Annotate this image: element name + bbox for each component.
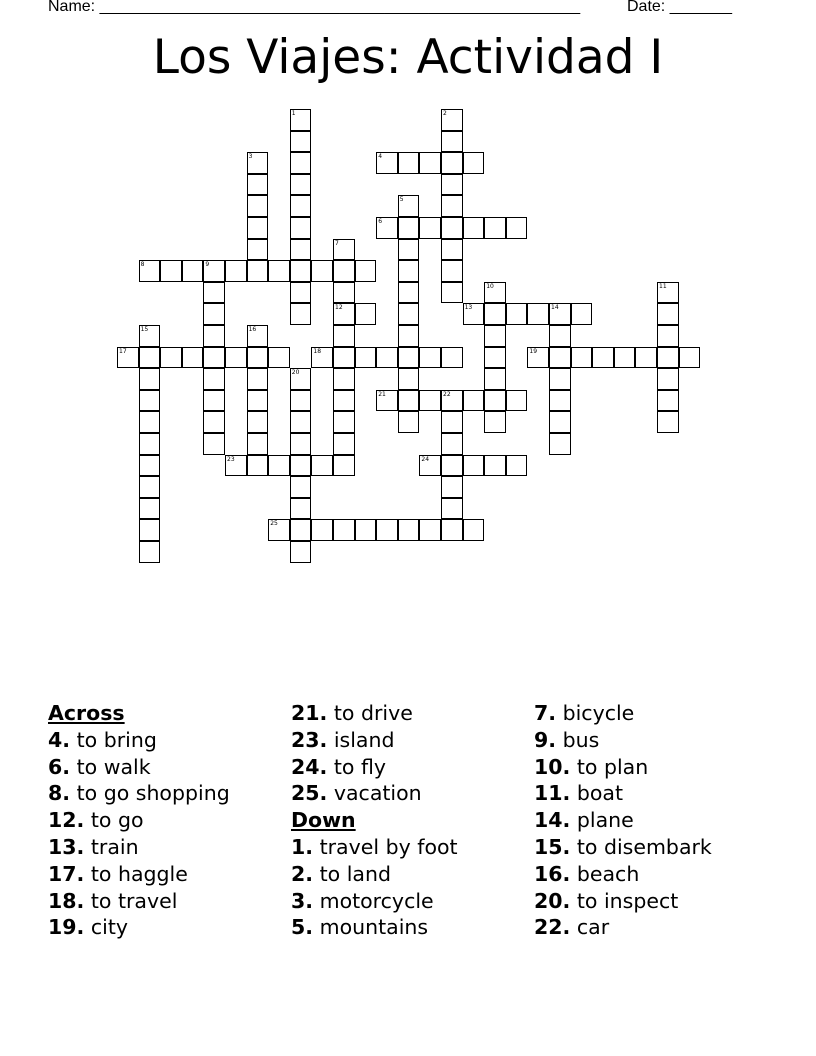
grid-cell[interactable] — [441, 152, 463, 174]
across-clue-17: 17. to haggle — [48, 861, 188, 886]
grid-cell[interactable] — [506, 303, 528, 325]
grid-cell[interactable] — [333, 347, 355, 369]
grid-cell[interactable] — [290, 455, 312, 477]
grid-cell[interactable] — [484, 325, 506, 347]
grid-cell[interactable] — [657, 368, 679, 390]
grid-cell[interactable] — [203, 411, 225, 433]
grid-cell[interactable] — [139, 368, 161, 390]
grid-cell[interactable] — [484, 455, 506, 477]
grid-cell[interactable] — [247, 390, 269, 412]
grid-cell[interactable] — [398, 390, 420, 412]
grid-cell[interactable] — [441, 260, 463, 282]
grid-cell[interactable] — [247, 239, 269, 261]
clue-number-1: 1 — [291, 110, 296, 117]
grid-cell[interactable] — [463, 152, 485, 174]
grid-cell[interactable] — [549, 325, 571, 347]
grid-cell[interactable] — [441, 174, 463, 196]
grid-cell[interactable] — [203, 282, 225, 304]
grid-cell[interactable] — [333, 260, 355, 282]
across-clue-19: 19. city — [48, 915, 128, 940]
grid-cell[interactable] — [139, 390, 161, 412]
clue-column-3 — [534, 700, 774, 941]
grid-cell[interactable] — [203, 368, 225, 390]
page-title: Los Viajes: Actividad I — [152, 30, 664, 85]
clue-number-9: 9 — [205, 261, 210, 269]
down-clue-20: 20. to inspect — [534, 888, 679, 913]
grid-cell[interactable] — [484, 347, 506, 369]
grid-cell[interactable] — [268, 347, 290, 369]
grid-cell[interactable] — [398, 217, 420, 239]
grid-cell[interactable] — [484, 217, 506, 239]
grid-cell[interactable] — [290, 152, 312, 174]
grid-cell[interactable] — [463, 455, 485, 477]
down-clue-1: 1. travel by foot — [291, 834, 458, 859]
grid-cell[interactable] — [549, 368, 571, 390]
down-clue-15: 15. to disembark — [534, 834, 712, 859]
clue-column-1 — [48, 700, 288, 941]
grid-cell[interactable] — [160, 347, 182, 369]
across-clue-13: 13. train — [48, 834, 139, 859]
grid-cell[interactable] — [398, 260, 420, 282]
grid-cell[interactable] — [657, 347, 679, 369]
grid-cell[interactable] — [419, 347, 441, 369]
grid-cell[interactable] — [290, 433, 312, 455]
grid-cell[interactable] — [463, 217, 485, 239]
grid-cell[interactable] — [355, 303, 377, 325]
grid-cell[interactable] — [571, 347, 593, 369]
grid-cell[interactable] — [398, 519, 420, 541]
across-clue-6: 6. to walk — [48, 754, 151, 779]
grid-cell[interactable] — [290, 519, 312, 541]
grid-cell[interactable] — [333, 390, 355, 412]
grid-cell[interactable] — [247, 260, 269, 282]
grid-cell[interactable] — [268, 260, 290, 282]
down-clue-14: 14. plane — [534, 808, 634, 833]
grid-cell[interactable] — [527, 303, 549, 325]
grid-cell[interactable] — [571, 303, 593, 325]
grid-cell[interactable] — [290, 498, 312, 520]
grid-cell[interactable] — [484, 411, 506, 433]
grid-cell[interactable] — [441, 131, 463, 153]
grid-cell[interactable] — [355, 519, 377, 541]
grid-cell[interactable] — [139, 433, 161, 455]
grid-cell[interactable] — [355, 347, 377, 369]
down-clue-7: 7. bicycle — [534, 701, 635, 725]
grid-cell[interactable] — [247, 455, 269, 477]
grid-cell[interactable] — [484, 390, 506, 412]
across-clue-4: 4. to bring — [48, 727, 157, 752]
down-clue-22: 22. car — [534, 915, 610, 940]
grid-cell[interactable] — [355, 260, 377, 282]
clue-number-13: 13 — [464, 304, 473, 312]
grid-cell[interactable] — [139, 498, 161, 520]
grid-cell[interactable] — [333, 519, 355, 541]
grid-cell[interactable] — [290, 260, 312, 282]
grid-cell[interactable] — [441, 411, 463, 433]
clue-number-14: 14 — [551, 304, 559, 312]
grid-cell[interactable] — [290, 217, 312, 239]
grid-cell[interactable] — [441, 195, 463, 217]
grid-cell[interactable] — [657, 411, 679, 433]
grid-cell[interactable] — [182, 260, 204, 282]
grid-cell[interactable] — [441, 217, 463, 239]
down-clue-10: 10. to plan — [534, 754, 649, 779]
name-date-line — [48, 0, 768, 16]
down-clue-11: 11. boat — [534, 781, 624, 806]
grid-cell[interactable] — [290, 390, 312, 412]
grid-cell[interactable] — [419, 390, 441, 412]
clue-number-16: 16 — [248, 326, 257, 333]
across-clue-24: 24. to fly — [291, 754, 387, 779]
grid-cell[interactable] — [657, 325, 679, 347]
grid-cell[interactable] — [290, 131, 312, 153]
grid-cell[interactable] — [225, 260, 247, 282]
grid-cell[interactable] — [441, 282, 463, 304]
grid-cell[interactable] — [441, 455, 463, 477]
grid-cell[interactable] — [592, 347, 614, 369]
grid-cell[interactable] — [290, 239, 312, 261]
grid-cell[interactable] — [139, 411, 161, 433]
grid-cell[interactable] — [290, 282, 312, 304]
clue-number-22: 22 — [443, 390, 451, 398]
across-clue-25: 25. vacation — [291, 781, 422, 806]
across-clue-23: 23. island — [291, 727, 395, 752]
grid-cell[interactable] — [679, 347, 701, 369]
clue-number-11: 11 — [659, 282, 667, 290]
grid-cell[interactable] — [441, 498, 463, 520]
grid-cell[interactable] — [398, 152, 420, 174]
down-clue-16: 16. beach — [534, 861, 640, 886]
grid-cell[interactable] — [506, 217, 528, 239]
grid-cell[interactable] — [419, 152, 441, 174]
grid-cell[interactable] — [290, 541, 312, 563]
clue-number-23: 23 — [227, 455, 235, 463]
grid-cell[interactable] — [139, 519, 161, 541]
across-clue-21: 21. to drive — [291, 701, 413, 725]
across-clue-18: 18. to travel — [48, 888, 178, 913]
clue-number-20: 20 — [291, 369, 300, 377]
clue-number-21: 21 — [378, 390, 386, 398]
grid-cell[interactable] — [139, 541, 161, 563]
grid-cell[interactable] — [398, 347, 420, 369]
grid-cell[interactable] — [441, 347, 463, 369]
grid-cell[interactable] — [290, 174, 312, 196]
clue-number-5: 5 — [399, 196, 404, 204]
grid-cell[interactable] — [484, 368, 506, 390]
grid-cell[interactable] — [290, 476, 312, 498]
grid-cell[interactable] — [203, 390, 225, 412]
down-heading: Down — [291, 808, 356, 833]
grid-cell[interactable] — [160, 260, 182, 282]
clue-number-6: 6 — [378, 218, 383, 225]
clue-number-24: 24 — [421, 455, 430, 463]
grid-cell[interactable] — [311, 519, 333, 541]
grid-cell[interactable] — [247, 368, 269, 390]
clue-number-3: 3 — [248, 153, 253, 161]
down-clue-5: 5. mountains — [291, 915, 429, 940]
clue-column-2 — [291, 700, 531, 941]
grid-cell[interactable] — [290, 195, 312, 217]
clue-number-19: 19 — [529, 347, 538, 355]
grid-cell[interactable] — [203, 347, 225, 369]
grid-cell[interactable] — [247, 411, 269, 433]
clue-number-10: 10 — [486, 282, 494, 290]
grid-cell[interactable] — [247, 174, 269, 196]
grid-cell[interactable] — [376, 519, 398, 541]
grid-cell[interactable] — [333, 368, 355, 390]
clue-number-2: 2 — [443, 110, 447, 117]
grid-cell[interactable] — [441, 239, 463, 261]
grid-cell[interactable] — [203, 303, 225, 325]
grid-cell[interactable] — [549, 390, 571, 412]
grid-cell[interactable] — [139, 347, 161, 369]
grid-cell[interactable] — [398, 303, 420, 325]
grid-cell[interactable] — [463, 390, 485, 412]
clue-list — [48, 700, 788, 960]
grid-cell[interactable] — [657, 390, 679, 412]
grid-cell[interactable] — [333, 411, 355, 433]
grid-cell[interactable] — [463, 519, 485, 541]
grid-cell[interactable] — [182, 347, 204, 369]
grid-cell[interactable] — [311, 260, 333, 282]
clue-number-17: 17 — [119, 347, 127, 355]
clue-number-4: 4 — [378, 153, 383, 161]
grid-cell[interactable] — [549, 411, 571, 433]
grid-cell[interactable] — [549, 347, 571, 369]
grid-cell[interactable] — [614, 347, 636, 369]
grid-cell[interactable] — [203, 325, 225, 347]
grid-cell[interactable] — [506, 390, 528, 412]
down-clue-9: 9. bus — [534, 727, 600, 752]
name-field-label[interactable]: Name: ______________________________________________________ — [48, 0, 581, 15]
grid-cell[interactable] — [290, 303, 312, 325]
grid-cell[interactable] — [419, 217, 441, 239]
across-clue-8: 8. to go shopping — [48, 781, 230, 806]
grid-cell[interactable] — [247, 217, 269, 239]
grid-cell[interactable] — [139, 476, 161, 498]
grid-cell[interactable] — [247, 195, 269, 217]
clue-number-12: 12 — [335, 304, 343, 312]
grid-cell[interactable] — [333, 455, 355, 477]
grid-cell[interactable] — [333, 282, 355, 304]
grid-cell[interactable] — [376, 347, 398, 369]
grid-cell[interactable] — [441, 433, 463, 455]
grid-cell[interactable] — [441, 519, 463, 541]
grid-cell[interactable] — [398, 411, 420, 433]
grid-cell[interactable] — [333, 325, 355, 347]
grid-cell[interactable] — [549, 433, 571, 455]
grid-cell[interactable] — [268, 455, 290, 477]
grid-cell[interactable] — [506, 455, 528, 477]
clue-number-8: 8 — [140, 261, 145, 269]
grid-cell[interactable] — [139, 455, 161, 477]
grid-cell[interactable] — [203, 433, 225, 455]
grid-cell[interactable] — [398, 325, 420, 347]
across-clue-12: 12. to go — [48, 808, 144, 833]
grid-cell[interactable] — [247, 433, 269, 455]
clue-number-7: 7 — [335, 239, 339, 247]
grid-cell[interactable] — [398, 239, 420, 261]
clue-number-15: 15 — [140, 326, 149, 333]
clue-number-18: 18 — [313, 347, 322, 355]
grid-cell[interactable] — [657, 303, 679, 325]
grid-cell[interactable] — [333, 433, 355, 455]
grid-cell[interactable] — [311, 455, 333, 477]
grid-cell[interactable] — [441, 476, 463, 498]
grid-cell[interactable] — [635, 347, 657, 369]
down-clue-2: 2. to land — [291, 861, 391, 886]
clue-number-25: 25 — [270, 520, 278, 528]
grid-cell[interactable] — [398, 282, 420, 304]
grid-cell[interactable] — [419, 519, 441, 541]
grid-cell[interactable] — [484, 303, 506, 325]
grid-cell[interactable] — [398, 368, 420, 390]
date-field-label[interactable]: Date: _______ — [627, 0, 732, 15]
grid-cell[interactable] — [290, 411, 312, 433]
across-heading: Across — [48, 701, 125, 725]
grid-cell[interactable] — [247, 347, 269, 369]
grid-cell[interactable] — [225, 347, 247, 369]
down-clue-3: 3. motorcycle — [291, 888, 434, 913]
